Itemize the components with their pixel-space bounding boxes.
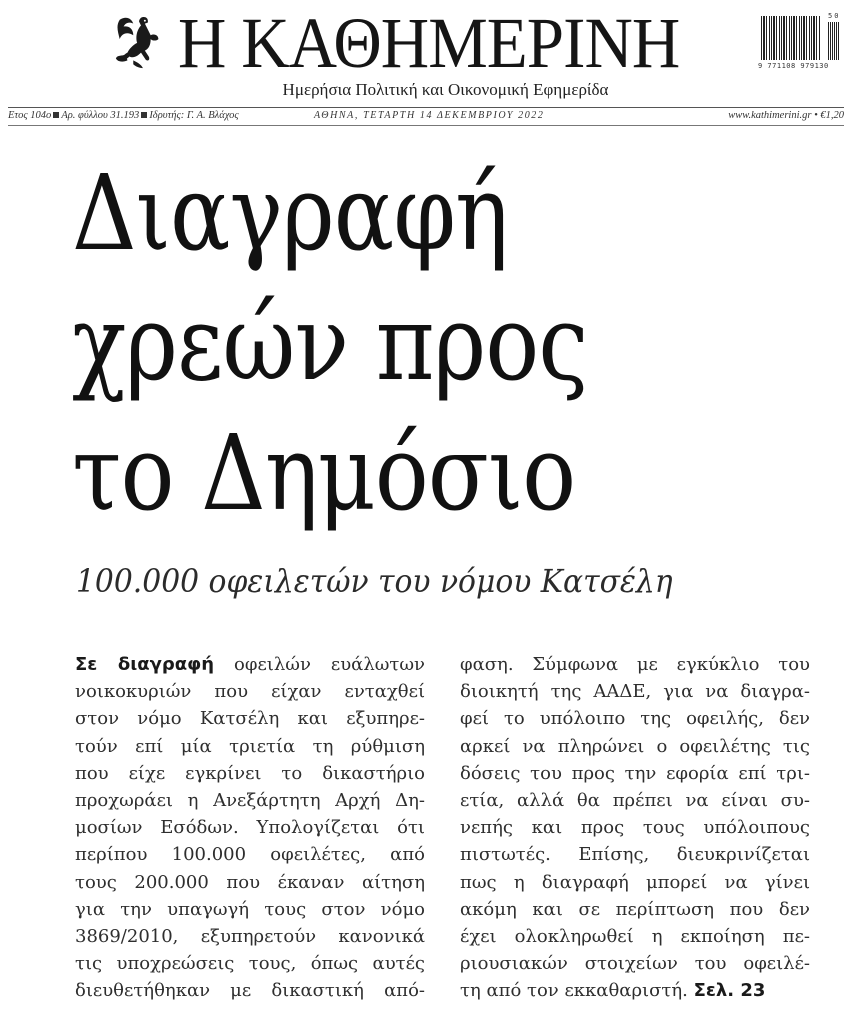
body-line: διοικητή της ΑΑΔΕ, για να διαγρα- xyxy=(460,681,810,703)
issue-info xyxy=(8,110,239,121)
info-bar xyxy=(8,109,844,124)
body-line: έχει ολοκληρωθεί η εκποίηση πε- xyxy=(460,925,810,947)
headline xyxy=(72,148,832,538)
body-line: για την υπαγωγή τους στον νόμο xyxy=(75,898,425,920)
body-line: 3869/2010, εξυπηρετούν κανονικά xyxy=(75,925,425,947)
website-price: www.kathimerini.gr • €1,20 xyxy=(728,110,844,121)
body-line: ριουσιακών στοιχείων του οφειλέ- xyxy=(460,953,810,975)
body-line: που είχε εγκρίνει το δικαστήριο xyxy=(75,762,425,784)
body-line: πως η διαγραφή μπορεί να γίνει xyxy=(460,871,810,893)
body-line: διευθετήθηκαν με δικαστική από- xyxy=(75,980,425,1002)
dateline: ΑΘΗΝΑ, ΤΕΤΑΡΤΗ 14 ΔΕΚΕΜΒΡΙΟΥ 2022 xyxy=(314,110,545,121)
barcode-addon-bars xyxy=(828,22,840,60)
body-line: αρκεί να πληρώνει ο οφειλέτης τις xyxy=(460,735,810,757)
body-text: τη από τον εκκαθαριστή. xyxy=(460,980,694,1002)
headline-line-2: χρεών προς xyxy=(72,282,588,404)
square-bullet-icon xyxy=(53,112,59,118)
body-line: φεί το υπόλοιπο της οφειλής, δεν xyxy=(460,708,810,730)
barcode xyxy=(758,12,844,70)
body-line: προχωράει η Ανεξάρτητη Αρχή Δη- xyxy=(75,789,425,811)
barcode-bars xyxy=(761,16,821,60)
newspaper-title: Η ΚΑΘΗΜΕΡΙΝΗ xyxy=(178,3,680,83)
body-line: νεπής και προς τους υπόλοιπους xyxy=(460,817,810,839)
body-line: ετία, αλλά θα πρέπει να είναι συ- xyxy=(460,789,810,811)
founder: Ιδρυτής: Γ. Α. Βλάχος xyxy=(149,110,239,121)
subheadline: 100.000 οφειλετών του νόμου Κατσέλη xyxy=(76,562,673,600)
body-line xyxy=(460,977,810,1004)
divider-top xyxy=(8,107,844,108)
body-line: δόσεις του προς την εφορία επί τρι- xyxy=(460,762,810,784)
barcode-number: 9 771108 979130 xyxy=(758,62,829,70)
masthead xyxy=(0,0,851,130)
issue-number: Αρ. φύλλου 31.193 xyxy=(61,110,140,121)
body-line: νοικοκυριών που είχαν ενταχθεί xyxy=(75,681,425,703)
divider-bottom xyxy=(8,125,844,126)
lead-in: Σε διαγραφή xyxy=(75,654,215,675)
square-bullet-icon xyxy=(141,112,147,118)
year: Ετος 104ο xyxy=(8,110,52,121)
body-line: πιστωτές. Επίσης, διευκρινίζεται xyxy=(460,844,810,866)
tagline: Ημερήσια Πολιτική και Οικονομική Εφημερίδα xyxy=(282,80,609,99)
headline-line-3: το Δημόσιο xyxy=(72,412,576,534)
body-line: ακόμη και σε περίπτωση που δεν xyxy=(460,898,810,920)
barcode-addon-number: 50 xyxy=(828,12,841,20)
article-column-2 xyxy=(460,651,810,1004)
body-text: οφειλών ευάλωτων xyxy=(214,654,425,675)
body-line: τούν επί μία τριετία τη ρύθμιση xyxy=(75,735,425,757)
body-line xyxy=(75,651,425,678)
page-reference-link[interactable]: Σελ. 23 xyxy=(693,980,766,1002)
body-line: μοσίων Εσόδων. Υπολογίζεται ότι xyxy=(75,817,425,839)
headline-line-1: Διαγραφή xyxy=(72,152,508,274)
body-line: τις υποχρεώσεις τους, όπως αυτές xyxy=(75,953,425,975)
griffin-emblem-icon xyxy=(112,12,170,70)
article-column-1 xyxy=(75,651,425,1004)
body-line: περίπου 100.000 οφειλέτες, από xyxy=(75,844,425,866)
body-line: στον νόμο Κατσέλη και εξυπηρε- xyxy=(75,708,425,730)
body-line: φαση. Σύμφωνα με εγκύκλιο του xyxy=(460,654,810,675)
body-line: τους 200.000 που έκαναν αίτηση xyxy=(75,871,425,893)
